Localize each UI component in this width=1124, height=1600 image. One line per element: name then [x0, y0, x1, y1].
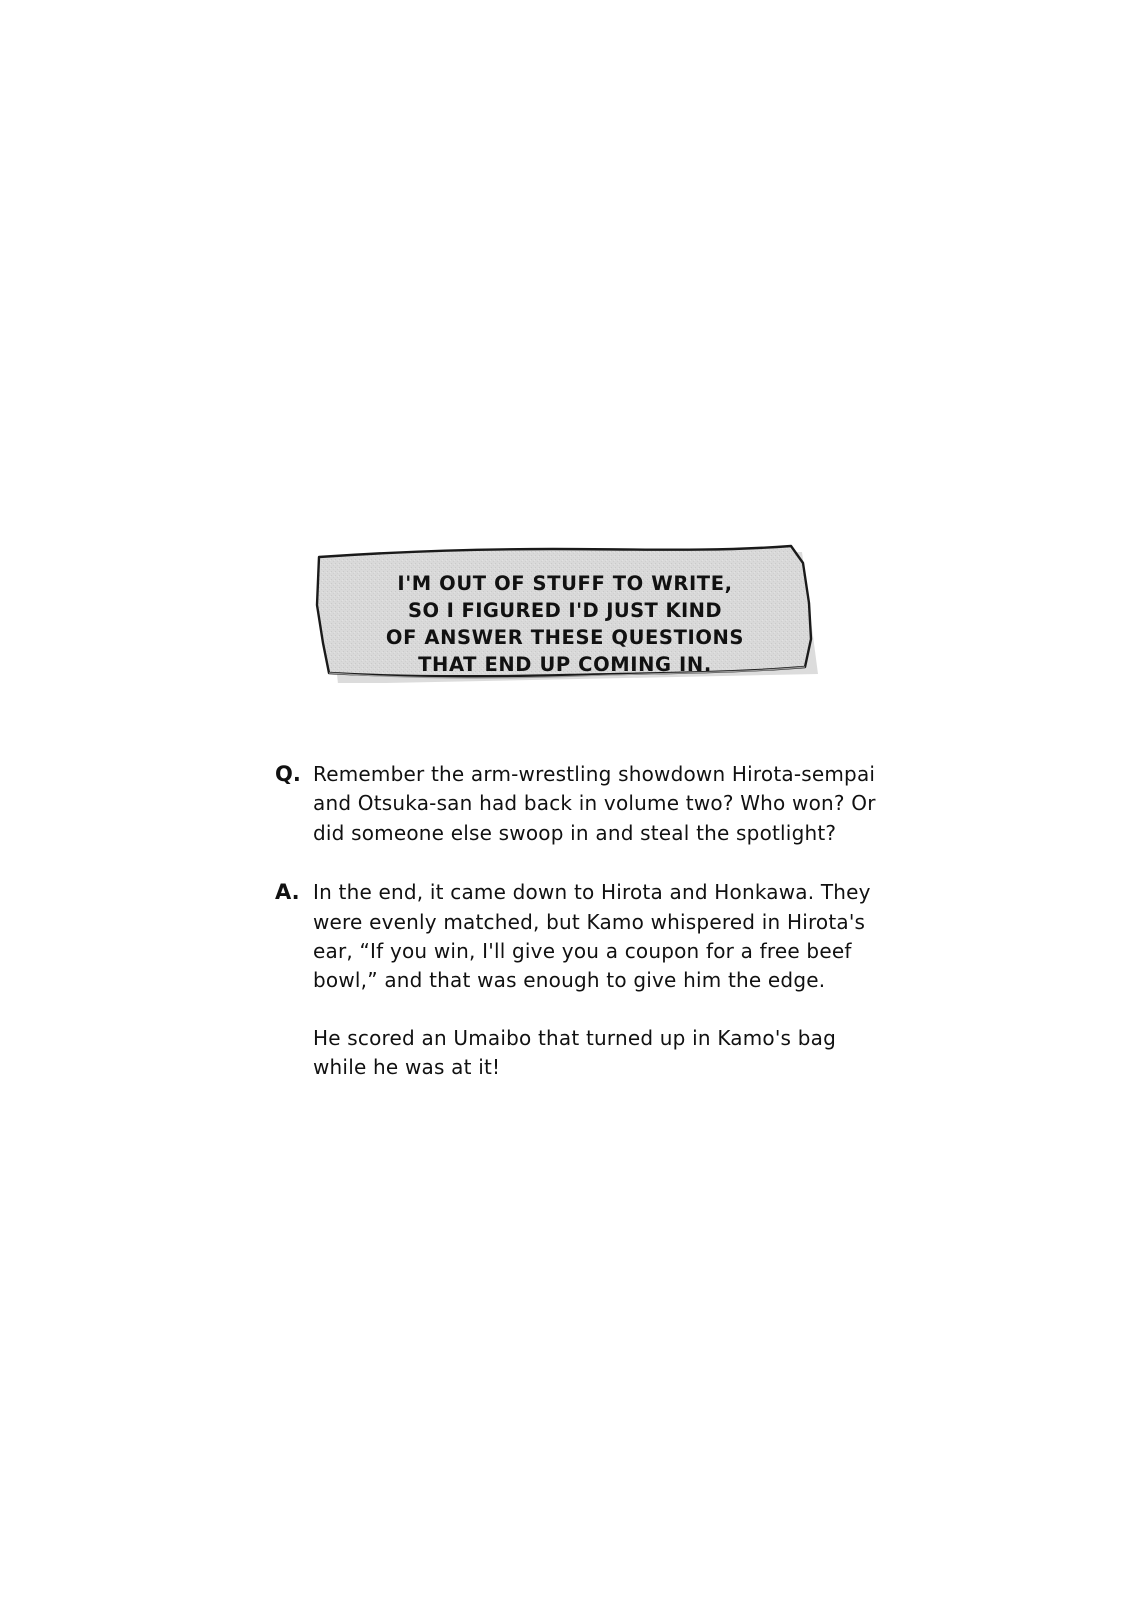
qa-answer [275, 878, 895, 1082]
answer-paragraph-1: In the end, it came down to Hirota and Honkawa. They were evenly matched, but Kamo whispered in Hirota's ear, “If you win, I'll give you a coupon for a free beef bowl,” and that was enough to give him the edge. [313, 880, 871, 993]
note-line-1: I'M OUT OF STUFF TO WRITE, [397, 572, 733, 595]
answer-body [313, 878, 895, 1082]
qa-section [275, 760, 895, 1113]
answer-paragraph-2: He scored an Umaibo that turned up in Kamo's bag while he was at it! [313, 1025, 836, 1080]
question-paragraph: Remember the arm-wrestling showdown Hirota-sempai and Otsuka-san had back in volume two? Who won? Or did someone else swoop in and steal the spotlight? [313, 762, 876, 845]
note-line-4: THAT END UP COMING IN. [418, 652, 712, 676]
note-line-2: SO I FIGURED I'D JUST KIND [408, 598, 722, 622]
qa-question [275, 760, 895, 848]
answer-marker: A. [275, 880, 300, 905]
question-marker: Q. [275, 762, 301, 786]
authors-note-text [311, 571, 819, 679]
question-body [313, 760, 895, 848]
authors-note-box [311, 543, 819, 683]
note-line-3: OF ANSWER THESE QUESTIONS [385, 625, 745, 649]
